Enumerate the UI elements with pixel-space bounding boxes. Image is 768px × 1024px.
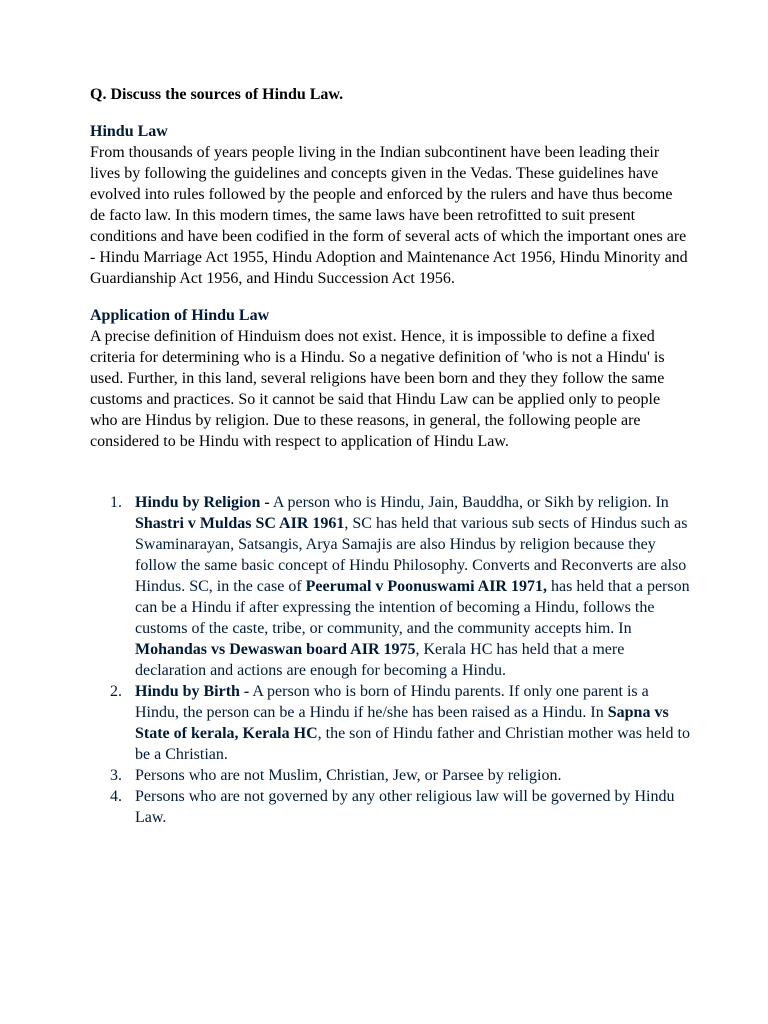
case-citation: Mohandas vs Dewaswan board AIR 1975 — [135, 641, 416, 658]
list-item — [90, 786, 690, 828]
list-text: , SC has held that various sub sects of Hindus such as Swaminarayan, Satsangis, Arya Samajis are also Hindus by religion because they follow the same basic concept of Hindu Philosophy. Converts and Reconverts are also Hindus. SC, in the case of — [135, 515, 688, 595]
hindu-criteria-list — [90, 492, 690, 828]
list-text: has held that a person can be a Hindu if after expressing the intention of becoming a Hindu, follows the customs of the caste, tribe, or community, and the community accepts him. In — [135, 578, 690, 637]
list-term: Hindu by Religion - — [135, 494, 270, 511]
list-text: A person who is born of Hindu parents. If only one parent is a Hindu, the person can be a Hindu if he/she has been raised as a Hindu. In — [135, 683, 649, 721]
case-citation: Peerumal v Poonuswami AIR 1971, — [305, 578, 547, 595]
section-body: A precise definition of Hinduism does not exist. Hence, it is impossible to define a fixed criteria for determining who is a Hindu. So a negative definition of 'who is not a Hindu' is used. Further, in this land, several religions have been born and they they follow the same customs and practices. So it cannot be said that Hindu Law can be applied only to people who are Hindus by religion. Due to these reasons, in general, the following people are considered to be Hindu with respect to application of Hindu Law. — [90, 328, 665, 450]
list-number: 1. — [110, 494, 122, 511]
list-item — [90, 765, 690, 786]
section-heading: Hindu Law — [90, 123, 168, 140]
section-heading: Application of Hindu Law — [90, 307, 270, 324]
spacer — [90, 468, 690, 492]
question-heading: Q. Discuss the sources of Hindu Law. — [90, 86, 344, 103]
list-number: 2. — [110, 683, 122, 700]
case-citation: Sapna vs State of kerala, Kerala HC — [135, 704, 669, 742]
list-text: , Kerala HC has held that a mere declaration and actions are enough for becoming a Hindu. — [135, 641, 625, 679]
list-number: 3. — [110, 767, 122, 784]
section-body: From thousands of years people living in the Indian subcontinent have been leading their lives by following the guidelines and concepts given in the Vedas. These guidelines have evolved into rules followed by the people and enforced by the rulers and have thus become de facto law. In this modern times, the same laws have been retrofitted to suit present conditions and have been codified in the form of several acts of which the important ones are - Hindu Marriage Act 1955, Hindu Adoption and Maintenance Act 1956, Hindu Minority and Guardianship Act 1956, and Hindu Succession Act 1956. — [90, 144, 688, 287]
section-hindu-law — [90, 121, 690, 289]
list-text: , the son of Hindu father and Christian mother was held to be a Christian. — [135, 725, 690, 763]
list-item — [90, 492, 690, 681]
list-text: A person who is Hindu, Jain, Bauddha, or Sikh by religion. In — [269, 494, 669, 511]
document-page — [90, 84, 690, 828]
case-citation: Shastri v Muldas SC AIR 1961 — [135, 515, 345, 532]
list-text: Persons who are not governed by any other religious law will be governed by Hindu Law. — [135, 788, 675, 826]
list-text: Persons who are not Muslim, Christian, Jew, or Parsee by religion. — [135, 767, 562, 784]
section-application — [90, 305, 690, 452]
list-number: 4. — [110, 788, 122, 805]
list-term: Hindu by Birth - — [135, 683, 250, 700]
list-item — [90, 681, 690, 765]
